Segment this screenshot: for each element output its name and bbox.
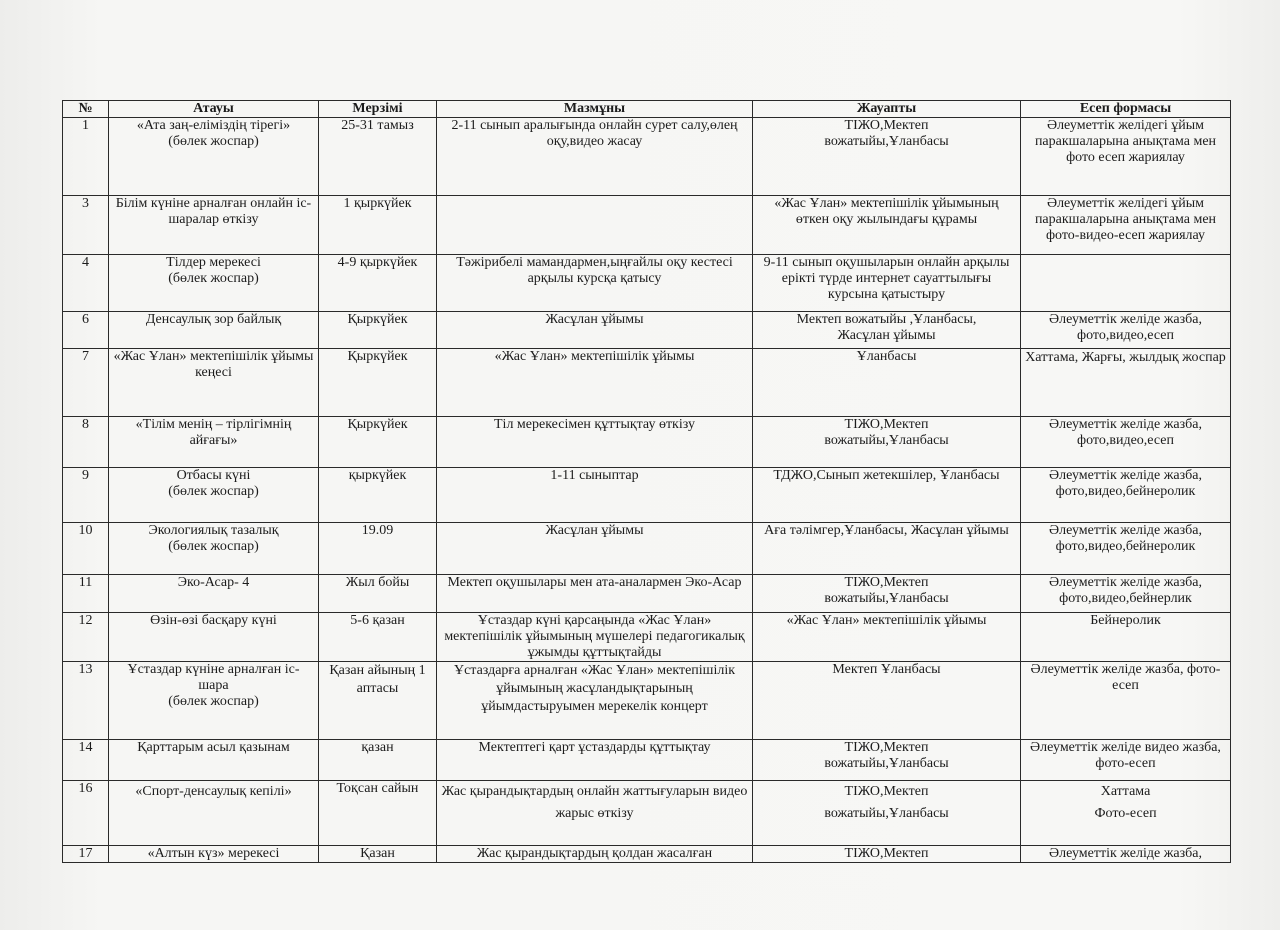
event-responsible: ТДЖО,Сынып жетекшілер, Ұланбасы	[753, 468, 1021, 523]
cell-text: Мектеп вожатыйы ,Ұланбасы, Жасұлан ұйымы	[796, 312, 977, 343]
event-date: қыркүйек	[319, 468, 437, 523]
event-responsible: «Жас Ұлан» мектепішілік ұйымы	[753, 613, 1021, 662]
event-report: Әлеуметтік желідегі ұйым паракшаларына анықтама мен фото-видео-есеп жариялау	[1021, 196, 1231, 255]
event-name	[109, 255, 319, 312]
cell-text: Хаттама Фото-есеп	[1094, 784, 1157, 821]
row-number: 1	[63, 118, 109, 196]
cell-text: Тілдер мерекесі (бөлек жоспар)	[166, 255, 261, 286]
event-name	[109, 468, 319, 523]
table-row	[63, 523, 1231, 575]
cell-text: Ұстаздар күніне арналған іс-шара (бөлек жоспар)	[127, 662, 300, 709]
event-date: 19.09	[319, 523, 437, 575]
event-name: Өзін-өзі басқару күні	[109, 613, 319, 662]
cell-text: ТІЖО,Мектеп вожатыйы,Ұланбасы	[824, 740, 949, 771]
event-date: 25-31 тамыз	[319, 118, 437, 196]
row-number: 14	[63, 740, 109, 781]
event-date: Тоқсан сайын	[319, 781, 437, 846]
header-number: №	[63, 101, 109, 118]
event-content: 1-11 сыныптар	[437, 468, 753, 523]
event-plan-table	[62, 100, 1231, 863]
event-name	[109, 523, 319, 575]
row-number: 16	[63, 781, 109, 846]
event-report: Әлеуметтік желіде жазба, фото,видео,бейнерлик	[1021, 575, 1231, 613]
event-responsible: Аға тәлімгер,Ұланбасы, Жасұлан ұйымы	[753, 523, 1021, 575]
table-row	[63, 740, 1231, 781]
event-date: Қыркүйек	[319, 417, 437, 468]
event-content: Жасұлан ұйымы	[437, 312, 753, 349]
table-row	[63, 196, 1231, 255]
row-number: 12	[63, 613, 109, 662]
event-content: Жас қырандықтардың онлайн жаттығуларын видео жарыс өткізу	[437, 781, 753, 846]
event-report	[1021, 255, 1231, 312]
event-responsible	[753, 575, 1021, 613]
event-name: «Тілім менің – тірлігімнің айғағы»	[109, 417, 319, 468]
table-row	[63, 846, 1231, 863]
event-responsible: ТІЖО,Мектеп	[753, 846, 1021, 863]
event-name: «Алтын күз» мерекесі	[109, 846, 319, 863]
event-responsible: 9-11 сынып оқушыларын онлайн арқылы ерікті түрде интернет сауаттылығы курсына қатыстыру	[753, 255, 1021, 312]
event-date: Жыл бойы	[319, 575, 437, 613]
table-row	[63, 312, 1231, 349]
row-number: 4	[63, 255, 109, 312]
event-content: «Жас Ұлан» мектепішілік ұйымы	[437, 349, 753, 417]
row-number: 9	[63, 468, 109, 523]
header-date: Мерзімі	[319, 101, 437, 118]
table-row	[63, 781, 1231, 846]
event-content: Жасұлан ұйымы	[437, 523, 753, 575]
row-number: 8	[63, 417, 109, 468]
event-responsible	[753, 781, 1021, 846]
cell-text: ТІЖО,Мектеп вожатыйы,Ұланбасы	[824, 118, 949, 149]
row-number: 3	[63, 196, 109, 255]
event-content: Тәжірибелі мамандармен,ыңғайлы оқу кестесі арқылы курсқа қатысу	[437, 255, 753, 312]
header-responsible: Жауапты	[753, 101, 1021, 118]
table-row	[63, 349, 1231, 417]
table-row	[63, 118, 1231, 196]
event-date: Қазан айының 1 аптасы	[319, 662, 437, 740]
row-number: 10	[63, 523, 109, 575]
cell-text: «Ата заң-еліміздің тірегі» (бөлек жоспар)	[136, 118, 291, 149]
event-name: Білім күніне арналған онлайн іс-шаралар өткізу	[109, 196, 319, 255]
event-report: Әлеуметтік желіде жазба,	[1021, 846, 1231, 863]
table-row	[63, 575, 1231, 613]
row-number: 11	[63, 575, 109, 613]
row-number: 13	[63, 662, 109, 740]
cell-text: Экологиялық тазалық (бөлек жоспар)	[148, 523, 279, 554]
event-name: «Спорт-денсаулық кепілі»	[109, 781, 319, 846]
header-report-form: Есеп формасы	[1021, 101, 1231, 118]
event-date: Қазан	[319, 846, 437, 863]
event-name: Қарттарым асыл қазынам	[109, 740, 319, 781]
row-number: 17	[63, 846, 109, 863]
event-report: Бейнеролик	[1021, 613, 1231, 662]
event-report: Хаттама, Жарғы, жылдық жоспар	[1021, 349, 1231, 417]
table-row	[63, 417, 1231, 468]
table-header-row	[63, 101, 1231, 118]
event-responsible	[753, 740, 1021, 781]
event-name: «Жас Ұлан» мектепішілік ұйымы кеңесі	[109, 349, 319, 417]
event-content: Мектептегі қарт ұстаздарды құттықтау	[437, 740, 753, 781]
event-date: 1 қыркүйек	[319, 196, 437, 255]
header-name: Атауы	[109, 101, 319, 118]
event-date: 4-9 қыркүйек	[319, 255, 437, 312]
cell-text: ТІЖО,Мектеп вожатыйы,Ұланбасы	[824, 575, 949, 606]
event-responsible: Мектеп Ұланбасы	[753, 662, 1021, 740]
table-row	[63, 468, 1231, 523]
event-date: 5-6 қазан	[319, 613, 437, 662]
event-name: Эко-Асар- 4	[109, 575, 319, 613]
event-report: Әлеуметтік желіде жазба, фото-есеп	[1021, 662, 1231, 740]
event-responsible: «Жас Ұлан» мектепішілік ұйымының өткен оқу жылындағы құрамы	[753, 196, 1021, 255]
event-content: Ұстаздарға арналған «Жас Ұлан» мектепішілік ұйымының жасұландықтарының ұйымдастыруымен мерекелік концерт	[437, 662, 753, 740]
table-row	[63, 255, 1231, 312]
table-row	[63, 662, 1231, 740]
cell-text: ТІЖО,Мектеп вожатыйы,Ұланбасы	[824, 417, 949, 448]
event-responsible	[753, 417, 1021, 468]
event-name	[109, 662, 319, 740]
event-responsible	[753, 118, 1021, 196]
event-content: Жас қырандықтардың қолдан жасалған	[437, 846, 753, 863]
table-row	[63, 613, 1231, 662]
event-date: Қыркүйек	[319, 349, 437, 417]
cell-text: ТІЖО,Мектеп вожатыйы,Ұланбасы	[824, 784, 949, 821]
event-date: қазан	[319, 740, 437, 781]
event-content: Мектеп оқушылары мен ата-аналармен Эко-Асар	[437, 575, 753, 613]
event-report	[1021, 781, 1231, 846]
event-name	[109, 118, 319, 196]
event-content: 2-11 сынып аралығында онлайн сурет салу,өлең оқу,видео жасау	[437, 118, 753, 196]
event-report: Әлеуметтік желіде жазба, фото,видео,есеп	[1021, 312, 1231, 349]
event-content: Тіл мерекесімен құттықтау өткізу	[437, 417, 753, 468]
event-report: Әлеуметтік желіде жазба, фото,видео,бейнеролик	[1021, 468, 1231, 523]
event-responsible	[753, 312, 1021, 349]
cell-text: Отбасы күні (бөлек жоспар)	[168, 468, 259, 499]
event-content: Ұстаздар күні қарсаңында «Жас Ұлан» мектепішілік ұйымының мүшелері педагогикалық ұжымды құттықтайды	[437, 613, 753, 662]
event-name: Денсаулық зор байлық	[109, 312, 319, 349]
event-report: Әлеуметтік желіде жазба, фото,видео,есеп	[1021, 417, 1231, 468]
row-number: 6	[63, 312, 109, 349]
header-content: Мазмұны	[437, 101, 753, 118]
event-report: Әлеуметтік желіде видео жазба, фото-есеп	[1021, 740, 1231, 781]
event-date: Қыркүйек	[319, 312, 437, 349]
event-report: Әлеуметтік желідегі ұйым паракшаларына анықтама мен фото есеп жариялау	[1021, 118, 1231, 196]
event-responsible: Ұланбасы	[753, 349, 1021, 417]
event-report: Әлеуметтік желіде жазба, фото,видео,бейнеролик	[1021, 523, 1231, 575]
event-content	[437, 196, 753, 255]
row-number: 7	[63, 349, 109, 417]
